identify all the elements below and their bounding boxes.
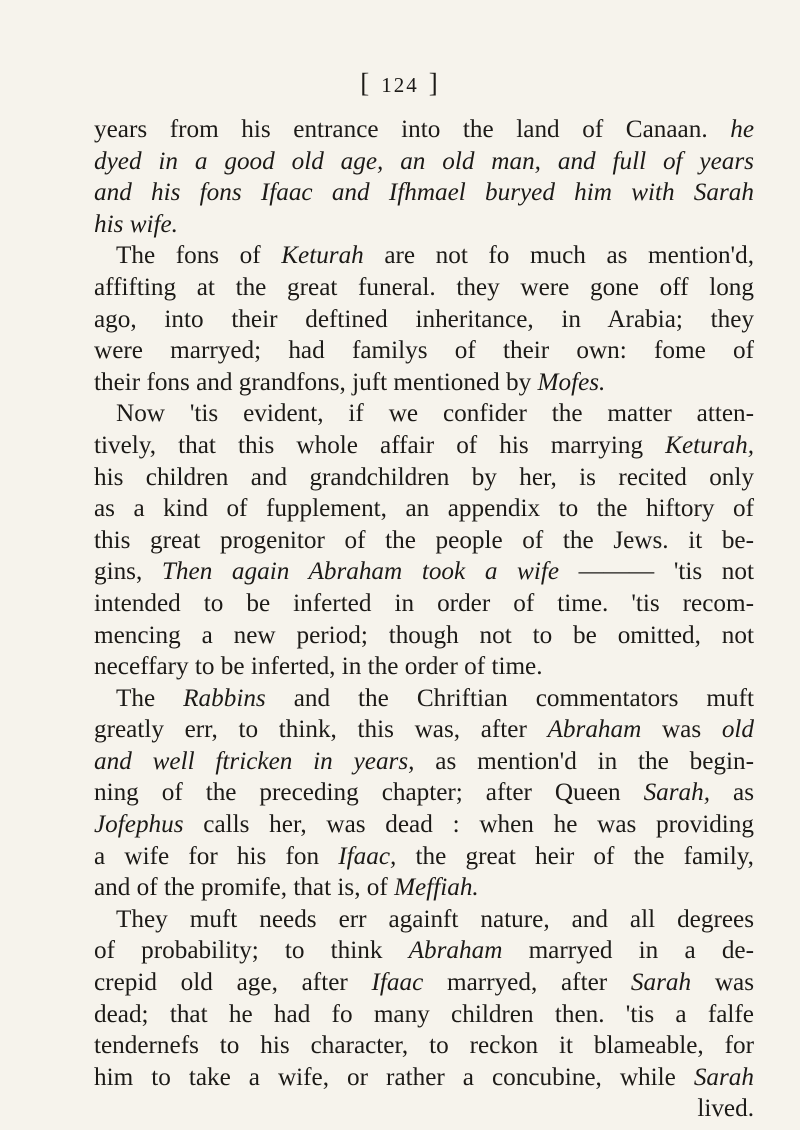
text-line: as a kind of fupplement, an appendix to the hiftory of [94, 495, 754, 523]
page-body-text [94, 114, 754, 1125]
text-line: Jofephus calls her, was dead : when he was providing [94, 811, 754, 839]
text-line: of probability; to think Abraham marryed in a de- [94, 937, 754, 965]
text-line: years from his entrance into the land of Canaan. he [94, 116, 754, 143]
paragraph-end-line: neceffary to be inferted, in the order of time. [94, 653, 543, 681]
text-line: tendernefs to his character, to reckon it blameable, for [94, 1032, 754, 1060]
text-line: gins, Then again Abraham took a wife ——— 'tis not [94, 558, 754, 586]
text-line: Now 'tis evident, if we confider the matter atten- [116, 400, 754, 428]
text-line: The Rabbins and the Chriftian commentators muft [116, 684, 754, 712]
text-line: and well ftricken in years, as mention'd in the begin- [94, 747, 754, 775]
text-line: this great progenitor of the people of the Jews. it be- [94, 526, 754, 554]
text-line: crepid old age, after Ifaac marryed, after Sarah was [94, 969, 755, 997]
paragraph-end-line: lived. [697, 1095, 754, 1123]
paragraph-end-line: his wife. [94, 210, 178, 238]
paragraph-end-line: and of the promife, that is, of Meffiah. [94, 874, 479, 902]
text-line: him to take a wife, or rather a concubine, while Sarah [94, 1063, 754, 1091]
text-line: mencing a new period; though not to be omitted, not [94, 621, 754, 649]
text-line: affifting at the great funeral. they were gone off long [94, 273, 754, 301]
left-bracket: [ [360, 68, 372, 98]
text-line: a wife for his fon Ifaac, the great heir of the family, [94, 842, 754, 870]
page-header [0, 68, 800, 99]
text-line: They muft needs err againft nature, and all degrees [116, 905, 754, 933]
paragraph-end-line: their fons and grandfons, juft mentioned by Mofes. [94, 368, 606, 396]
text-line: were marryed; had familys of their own: fome of [94, 337, 754, 365]
page-number: 124 [381, 73, 419, 97]
text-line: The fons of Keturah are not fo much as mention'd, [116, 242, 754, 270]
text-line: his children and grandchildren by her, is recited only [94, 463, 754, 491]
text-line: ning of the preceding chapter; after Queen Sarah, as [94, 779, 754, 807]
text-line: intended to be inferted in order of time. 'tis recom- [94, 589, 754, 617]
text-line: and his fons Ifaac and Ifhmael buryed him with Sarah [94, 179, 754, 207]
right-bracket: ] [428, 68, 440, 98]
text-line: tively, that this whole affair of his marrying Keturah, [94, 431, 754, 459]
text-line: greatly err, to think, this was, after Abraham was old [94, 716, 754, 744]
text-line: ago, into their deftined inheritance, in Arabia; they [94, 305, 754, 333]
text-line: dead; that he had fo many children then. 'tis a falfe [94, 1000, 754, 1028]
text-line: dyed in a good old age, an old man, and full of years [94, 147, 754, 175]
